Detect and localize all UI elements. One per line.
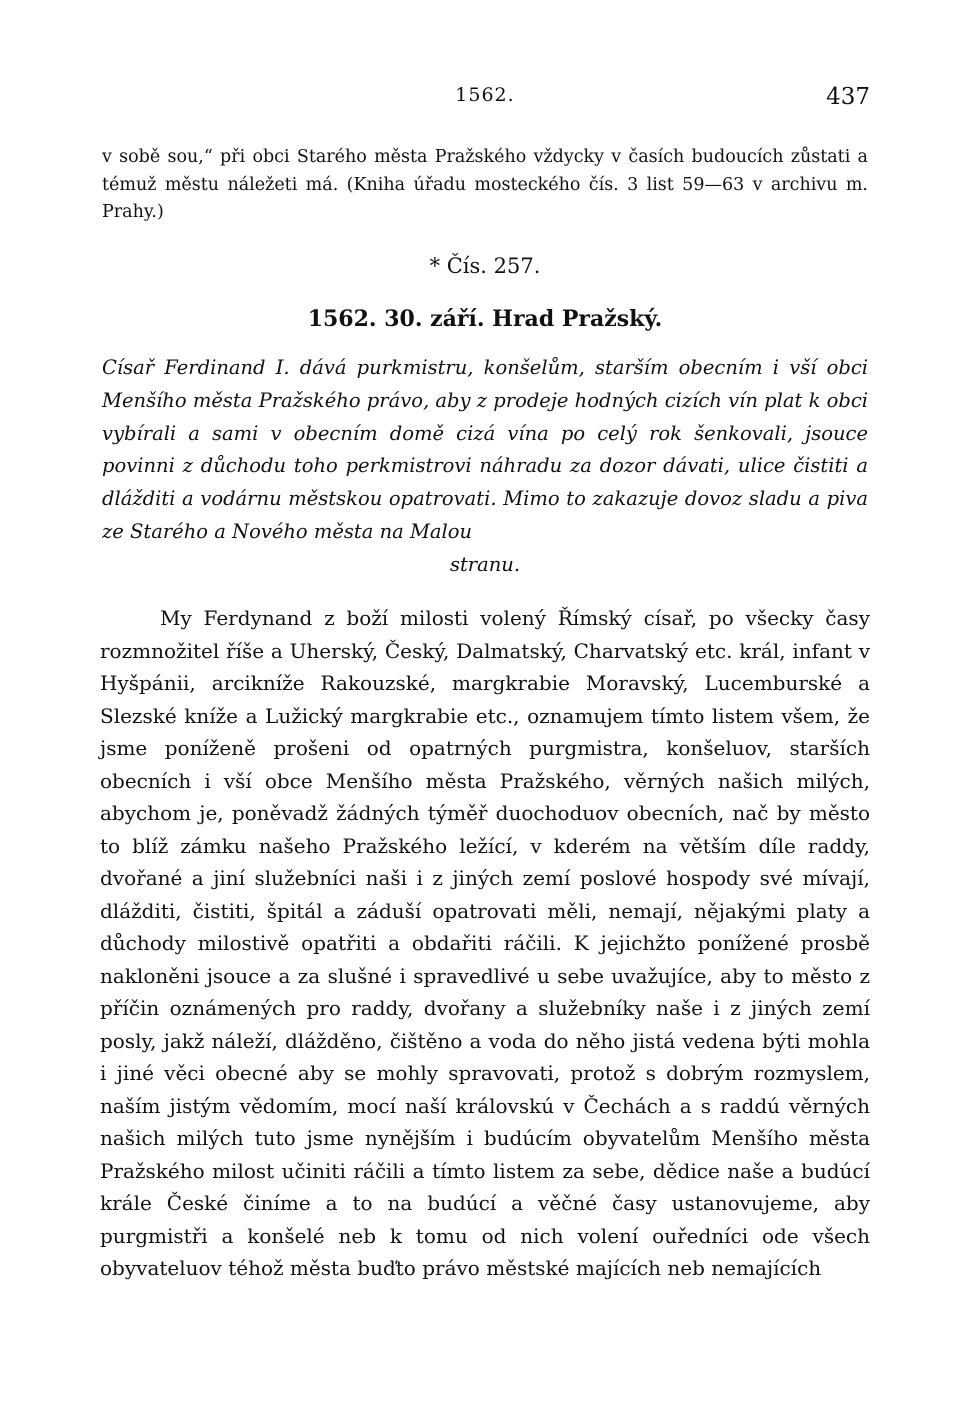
summary-text-end: stranu. bbox=[449, 552, 521, 576]
document-summary bbox=[102, 352, 868, 582]
document-body: My Ferdynand z boží milosti volený Římský císař, po všecky časy rozmnožitel říše a Uherský, Český, Dalmatský, Charvatský etc. král, infant v Hyšpánii, arcikníže Rakouzské, margkrabie Moravský, Lucemburské a Slezské kníže a Lužický margkrabie etc., oznamujem tímto listem všem, že jsme poníženě prošeni od opatrných purgmistra, konšeluov, starších obecních i vší obce Menšího města Pražského, věrných našich milých, abychom je, poněvadž žádných týměř duochoduov obecních, nač by město to blíž zámku našeho Pražského ležící, v kderém na větším díle raddy, dvořané a jiní služebníci naši i z jiných zemí poslové hospody své mívají, dlážditi, čistiti, špitál a záduší opatrovati měli, nemají, nějakými platy a důchody milostivě opatřiti a obdařiti ráčili. K jejichžto ponížené prosbě nakloněni jsouce a za slušné i spravedlivé u sebe uvažujíce, aby to město z příčin oznámených pro raddy, dvořany a služebníky naše i z jiných zemí posly, jakž náleží, dlážděno, čištěno a voda do něho jistá vedena býti mohla i jiné věci obecné aby se mohly spravovati, protož s dobrým rozmyslem, naším jistým vědomím, mocí naší královskú v Čechách a s raddú věrných našich milých tuto jsme nynějším i budúcím obyvatelům Menšího města Pražského milost učiniti ráčili a tímto listem za sebe, dědice naše a budúcí krále České činíme a to na budúcí a věčné časy ustanovujeme, aby purgmistři a konšelé neb k tomu od nich volení ouředníci ode všech obyvateluov téhož města buďto právo městské majících neb nemajících bbox=[100, 606, 870, 1280]
running-head bbox=[100, 84, 870, 114]
running-head-year: 1562. bbox=[455, 84, 515, 106]
summary-text: Císař Ferdinand I. dává purkmistru, konšelům, starším obecním i vší obci Menšího města Pražského právo, aby z prodeje hodných cizích vín plat k obci vybírali a sami v obecním domě cizá vína po celý rok šenkovali, jsouce povinni z důchodu toho perkmistrovi náhradu za dozor dávati, ulice čistiti a dlážditi a vodárnu městskou opatrovati. Mimo to zakazuje dovoz sladu a piva ze Starého a Nového města na Malou bbox=[102, 356, 868, 543]
document-date-place: 1562. 30. září. Hrad Pražský. bbox=[307, 306, 663, 332]
document-number: * Čís. 257. bbox=[429, 254, 541, 278]
previous-document-continuation: v sobě sou,“ při obci Starého města Pražského vždycky v časích budoucích zůstati a témuž městu náležeti má. (Kniha úřadu mosteckého čís. 3 list 59—63 v archivu m. Prahy.) bbox=[102, 147, 868, 222]
page-number: 437 bbox=[826, 84, 870, 110]
